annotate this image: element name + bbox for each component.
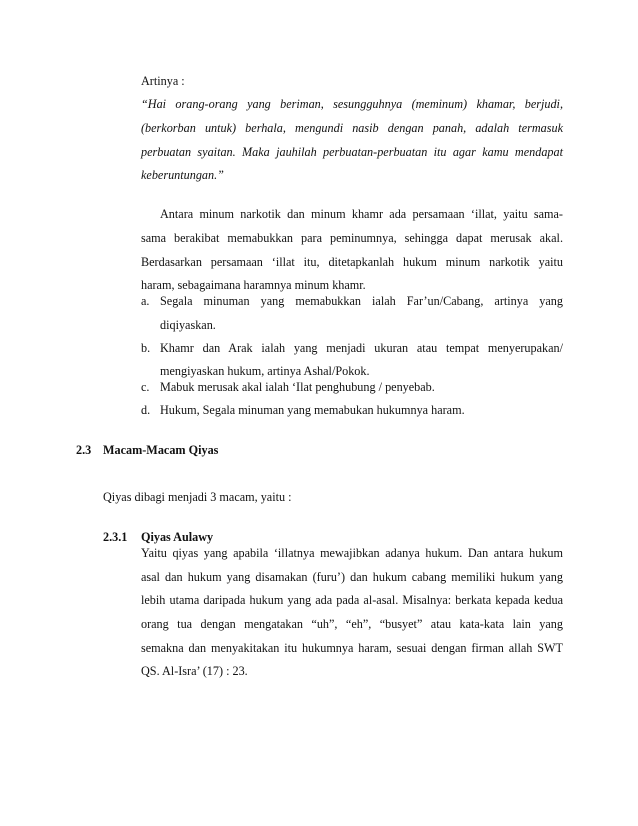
paragraph-line: Antara minum narkotik dan minum khamr ada persamaan ‘illat, yaitu sama- <box>160 207 563 221</box>
list-item-line: Khamr dan Arak ialah yang menjadi ukuran atau tempat menyerupakan/ <box>160 341 563 355</box>
list-item-line: Segala minuman yang memabukkan ialah Far’un/Cabang, artinya yang <box>160 294 563 308</box>
list-marker: d. <box>141 403 151 417</box>
section-intro: Qiyas dibagi menjadi 3 macam, yaitu : <box>103 490 292 504</box>
list-item-line: Hukum, Segala minuman yang memabukan hukumnya haram. <box>160 403 465 417</box>
quote-line: “Hai orang-orang yang beriman, sesungguhnya (meminum) khamar, berjudi, <box>141 97 563 111</box>
subsection-number: 2.3.1 <box>103 530 128 544</box>
paragraph-line: Berdasarkan persamaan ‘illat itu, ditetapkanlah hukum minum narkotik yaitu <box>141 255 563 269</box>
body-line: orang tua dengan mengatakan “uh”, “eh”, “busyet” atau kata-kata lain yang <box>141 617 563 631</box>
body-line: Yaitu qiyas yang apabila ‘illatnya mewajibkan adanya hukum. Dan antara hukum <box>141 546 563 560</box>
list-item-line: diqiyaskan. <box>160 318 216 332</box>
list-item-line: Mabuk merusak akal ialah ‘Ilat penghubung / penyebab. <box>160 380 435 394</box>
body-line: QS. Al-Isra’ (17) : 23. <box>141 664 248 678</box>
body-line: semakna dan menyakitakan itu hukumnya haram, sesuai dengan firman allah SWT <box>141 641 563 655</box>
body-line: lebih utama daripada hukum yang ada pada al-asal. Misalnya: berkata kepada kedua <box>141 593 563 607</box>
list-item-line: mengiyaskan hukum, artinya Ashal/Pokok. <box>160 364 370 378</box>
subsection-title: Qiyas Aulawy <box>141 530 214 544</box>
quote-line: keberuntungan.” <box>141 168 224 182</box>
list-marker: b. <box>141 341 151 355</box>
paragraph-line: sama berakibat memabukkan para peminumnya, sehingga dapat merusak akal. <box>141 231 563 245</box>
section-number: 2.3 <box>76 443 92 457</box>
section-title: Macam-Macam Qiyas <box>103 443 219 457</box>
body-line: asal dan hukum yang disamakan (furu’) dan hukum cabang memiliki hukum yang <box>141 570 563 584</box>
translation-label: Artinya : <box>141 74 185 88</box>
paragraph-line: haram, sebagaimana haramnya minum khamr. <box>141 278 366 292</box>
list-marker: c. <box>141 380 150 394</box>
quote-line: perbuatan syaitan. Maka jauhilah perbuatan-perbuatan itu agar kamu mendapat <box>141 145 563 159</box>
list-marker: a. <box>141 294 150 308</box>
quote-line: (berkorban untuk) berhala, mengundi nasib dengan panah, adalah termasuk <box>141 121 563 135</box>
